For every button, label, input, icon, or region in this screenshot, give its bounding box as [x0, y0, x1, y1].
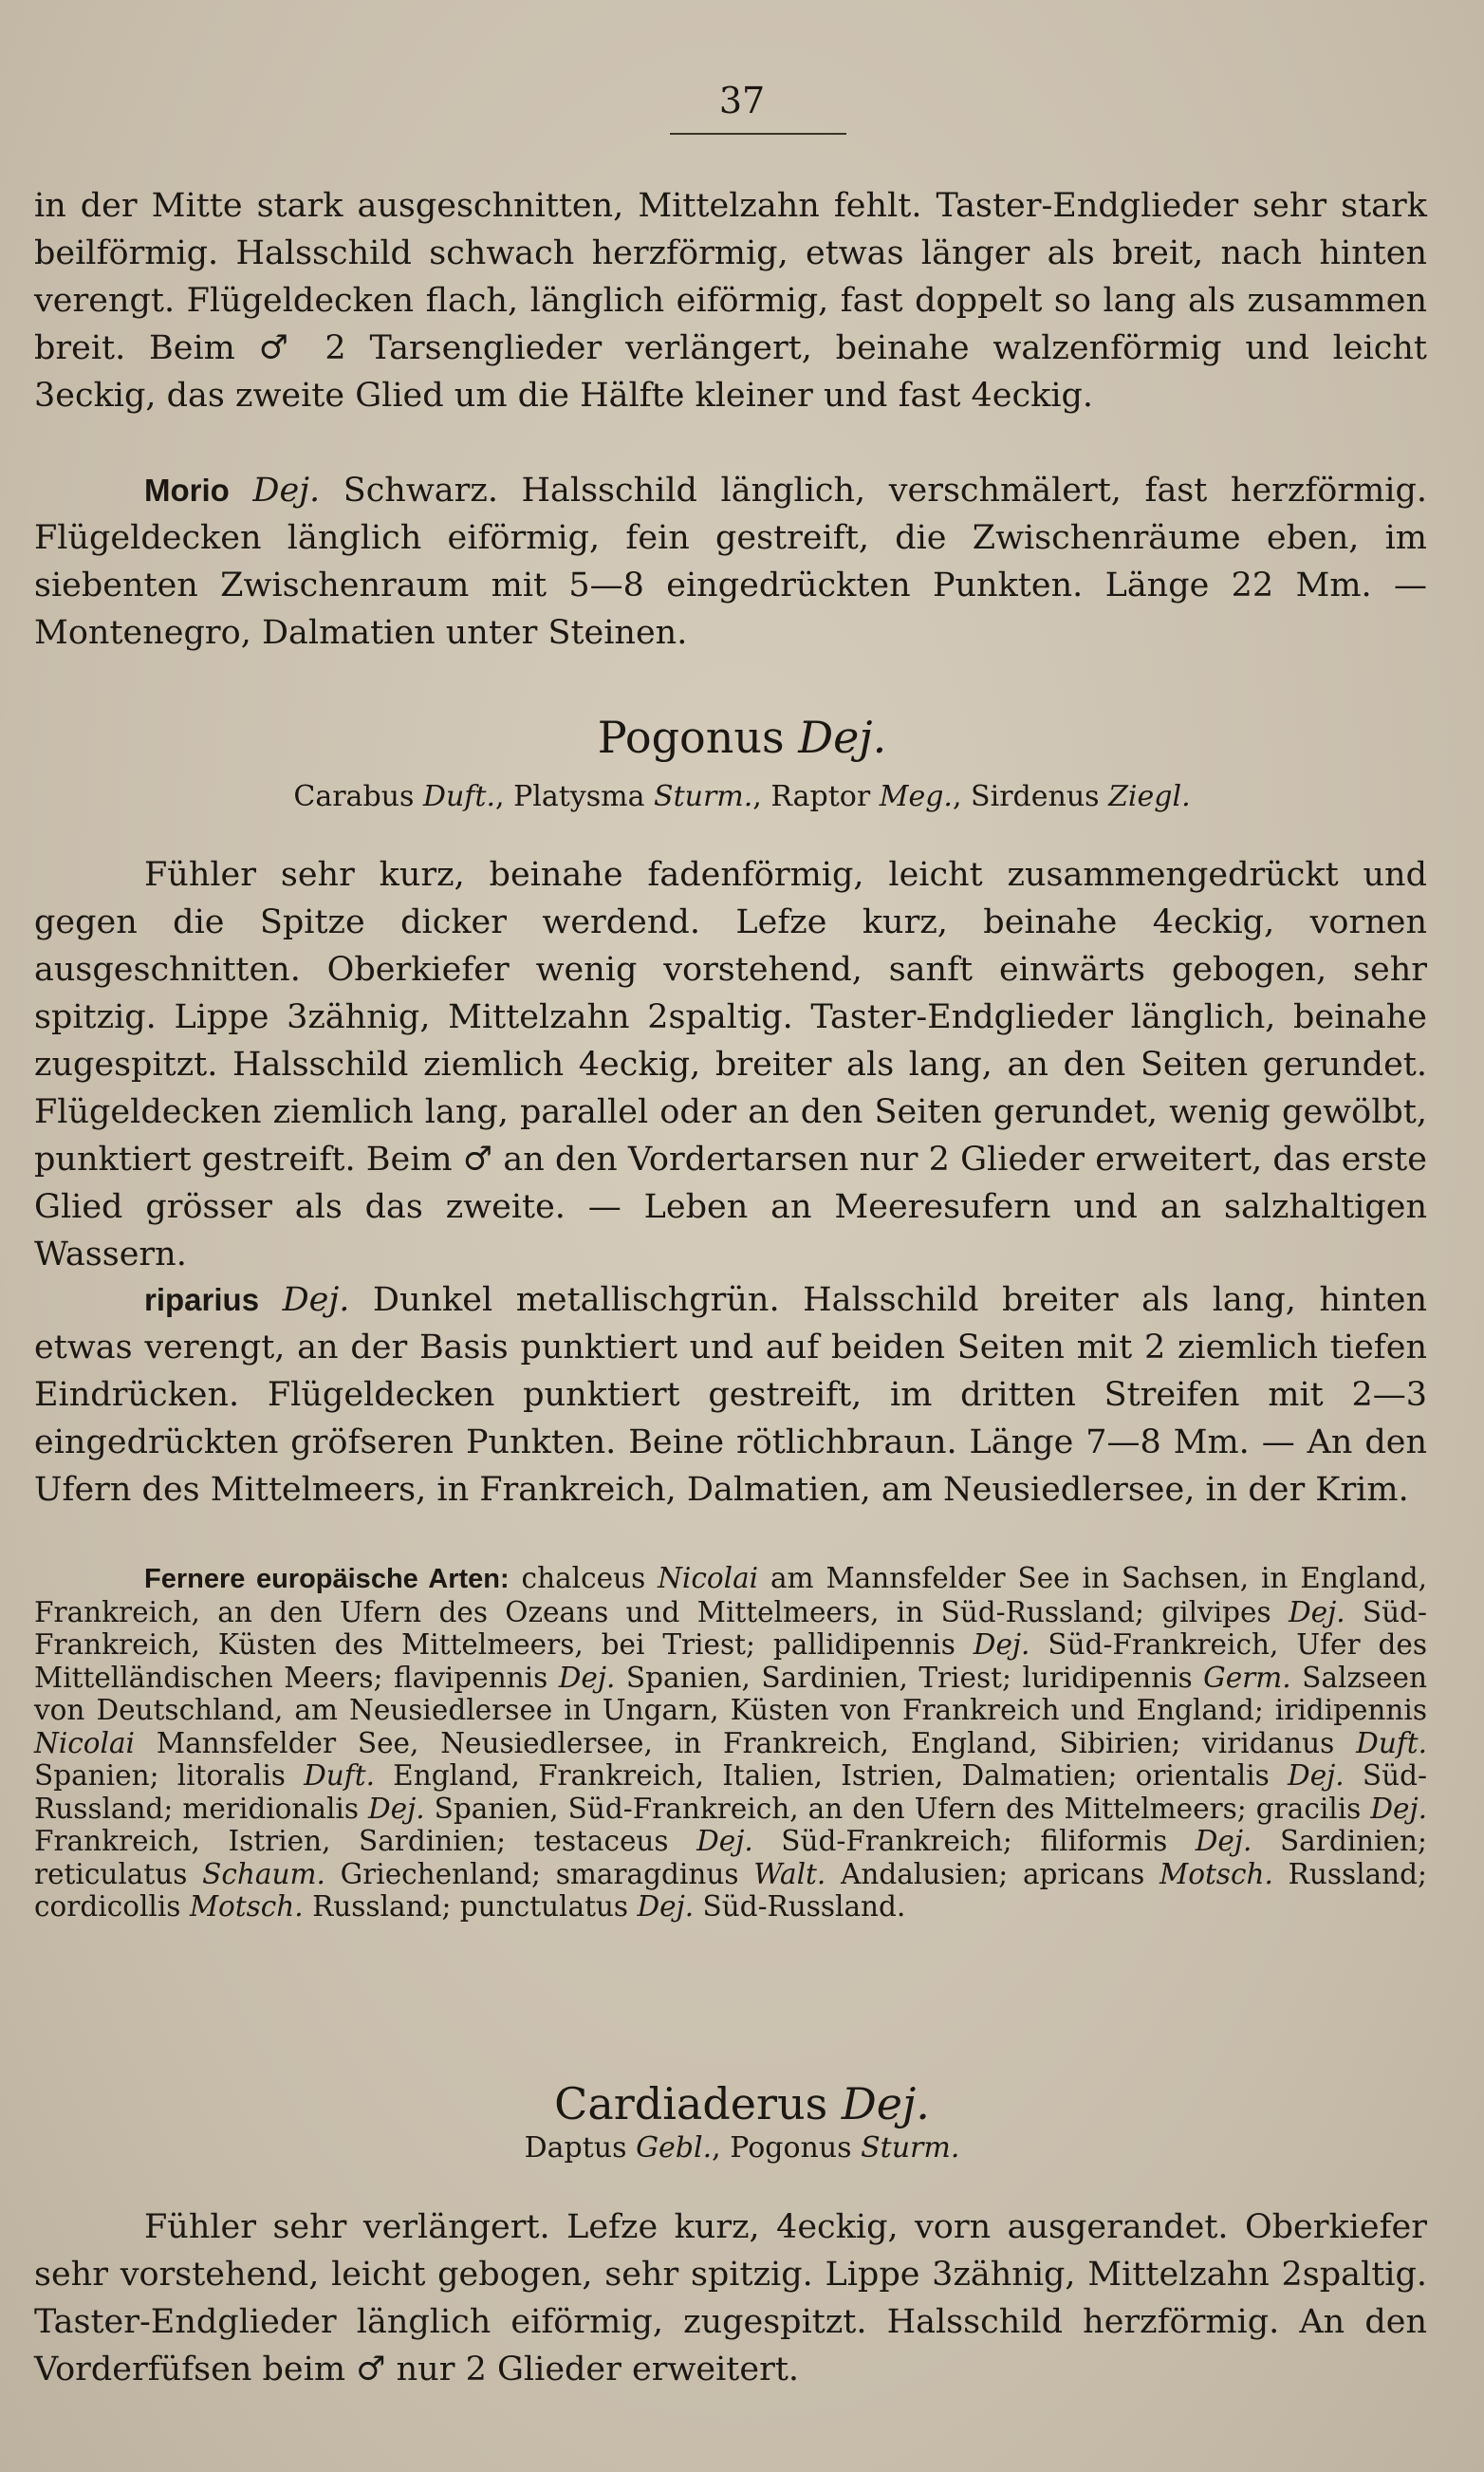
species-description: Dunkel metallischgrün. Halsschild breiter als lang, hinten etwas verengt, an der Basis punktiert und auf beiden Seiten mit 2 ziemlich tiefen Eindrücken. Flügeldecken punktiert gestreift, im dritten Streifen mit 2—3 eingedrückten gröfseren Punkten. Beine rötlichbraun. Länge 7—8 Mm. — An den Ufern des Mittelmeers, in Frankreich, Dalmatien, am Neusiedlersee, in der Krim. [34, 1281, 1427, 1509]
genus-heading-pogonus [0, 712, 1484, 763]
page-number-rule [670, 133, 846, 135]
species-name: Morio [144, 473, 230, 508]
species-morio [34, 467, 1427, 657]
page-number: 37 [718, 80, 766, 121]
species-riparius [34, 1276, 1427, 1514]
genus-description-pogonus: Fühler sehr kurz, beinahe fadenförmig, leicht zusammengedrückt und gegen die Spitze dicker werdend. Lefze kurz, beinahe 4eckig, vornen ausgeschnitten. Oberkiefer wenig vorstehend, sanft einwärts gebogen, sehr spitzig. Lippe 3zähnig, Mittelzahn 2spaltig. Taster-Endglieder länglich, beinahe zugespitzt. Halsschild ziemlich 4eckig, breiter als lang, an den Seiten gerundet. Flügeldecken ziemlich lang, parallel oder an den Seiten gerundet, wenig gewölbt, punktiert gestreift. Beim ♂ an den Vordertarsen nur 2 Glieder erweitert, das erste Glied grösser als das zweite. — Leben an Meeresufern und an salzhaltigen Wassern. [34, 856, 1427, 1273]
genus-name: Cardiaderus [554, 2078, 828, 2129]
continued-text: in der Mitte stark ausgeschnitten, Mittelzahn fehlt. Taster-Endglieder sehr stark beilförmig. Halsschild schwach herzförmig, etwas länger als breit, nach hinten verengt. Flügeldecken flach, länglich eiförmig, fast doppelt so lang als zusammen breit. Beim ♂ 2 Tarsenglieder verlängert, beinahe walzenförmig und leicht 3eckig, das zweite Glied um die Hälfte kleiner und fast 4eckig. [34, 187, 1427, 415]
species-description: Schwarz. Halsschild länglich, verschmälert, fast herzförmig. Flügeldecken länglich eiförmig, fein gestreift, die Zwischenräume eben, im siebenten Zwischenraum mit 5—8 eingedrückten Punkten. Länge 22 Mm. — Montenegro, Dalmatien unter Steinen. [34, 472, 1427, 652]
genus-synonyms-pogonus: Carabus Duft., Platysma Sturm., Raptor Meg., Sirdenus Ziegl. [293, 780, 1191, 813]
further-species-list: Fernere europäische Arten: chalceus Nicolai am Mannsfelder See in Sachsen, in England, Frankreich, an den Ufern des Ozeans und Mittelmeers, in Süd-Russland; gilvipes Dej. Süd-Frankreich, Küsten des Mittelmeers, bei Triest; pallidipennis Dej. Süd-Frankreich, Ufer des Mittelländischen Meers; flavipennis Dej. Spanien, Sardinien, Triest; luridipennis Germ. Salzseen von Deutschland, am Neusiedlersee in Ungarn, Küsten von Frankreich und England; iridipennis Nicolai Mannsfelder See, Neusiedlersee, in Frankreich, England, Sibirien; viridanus Duft. Spanien; litoralis Duft. England, Frankreich, Italien, Istrien, Dalmatien; orientalis Dej. Süd-Russland; meridionalis Dej. Spanien, Süd-Frankreich, an den Ufern des Mittelmeers; gracilis Dej. Frankreich, Istrien, Sardinien; testaceus Dej. Süd-Frankreich; filiformis Dej. Sardinien; reticulatus Schaum. Griechenland; smaragdinus Walt. Andalusien; apricans Motsch. Russland; cordicollis Motsch. Russland; punctulatus Dej. Süd-Russland. [34, 1562, 1427, 1923]
species-author: Dej. [282, 1281, 350, 1319]
genus-synonyms-cardiaderus: Daptus Gebl., Pogonus Sturm. [524, 2131, 960, 2165]
species-author: Dej. [252, 472, 321, 510]
genus-description-cardiaderus: Fühler sehr verlängert. Lefze kurz, 4eckig, vorn ausgerandet. Oberkiefer sehr vorstehend, leicht gebogen, sehr spitzig. Lippe 3zähnig, Mittelzahn 2spaltig. Taster-Endglieder länglich eiförmig, zugespitzt. Halsschild herzförmig. An den Vorderfüfsen beim ♂ nur 2 Glieder erweitert. [34, 2208, 1427, 2388]
genus-name: Pogonus [597, 712, 785, 763]
species-name: riparius [144, 1282, 260, 1317]
genus-author: Dej. [798, 712, 887, 763]
genus-heading-cardiaderus [0, 2078, 1484, 2129]
genus-author: Dej. [841, 2078, 930, 2129]
continued-paragraph [34, 182, 1427, 419]
further-species-label: Fernere europäische Arten: [144, 1564, 510, 1594]
